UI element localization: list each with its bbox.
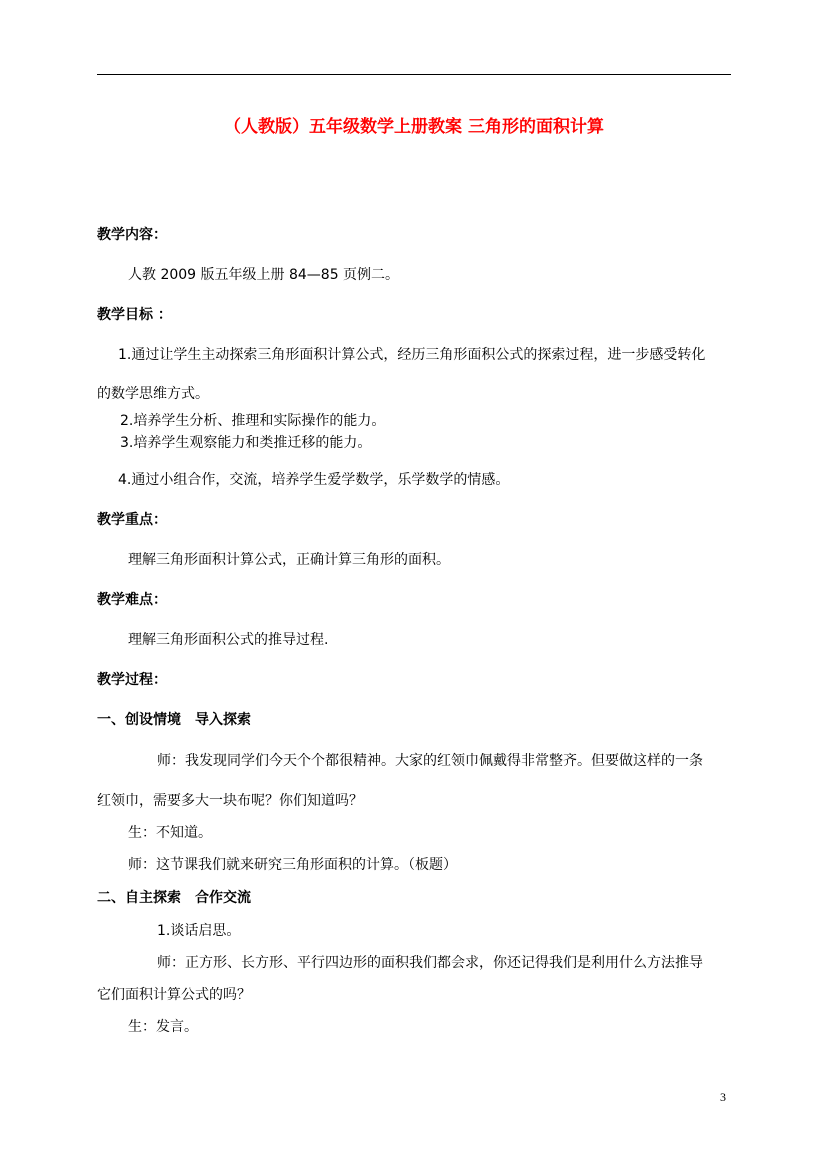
goal-1-line-2: 的数学思维方式。 <box>97 386 209 402</box>
goal-3: 3.培养学生观察能力和类推迁移的能力。 <box>120 435 372 451</box>
part-2-paragraph-1-line-2: 它们面积计算公式的吗？ <box>97 987 251 1003</box>
difficulty-text: 理解三角形面积公式的推导过程. <box>128 632 329 648</box>
part-2-paragraph-2: 生：发言。 <box>128 1019 198 1035</box>
part-1-paragraph-1-line-1: 师：我发现同学们今天个个都很精神。大家的红领巾佩戴得非常整齐。但要做这样的一条 <box>157 753 703 769</box>
goal-4: 4.通过小组合作，交流，培养学生爱学数学，乐学数学的情感。 <box>118 472 510 488</box>
document-title: （人教版）五年级数学上册教案 三角形的面积计算 <box>224 117 604 137</box>
goal-2: 2.培养学生分析、推理和实际操作的能力。 <box>120 413 386 429</box>
part-1-paragraph-3: 师：这节课我们就来研究三角形面积的计算。（板题） <box>128 857 457 873</box>
header-rule <box>97 74 731 75</box>
key-text: 理解三角形面积计算公式，正确计算三角形的面积。 <box>128 552 450 568</box>
difficulty-heading: 教学难点： <box>97 592 167 608</box>
page-number: 3 <box>720 1090 726 1104</box>
part-1-paragraph-1-line-2: 红领巾，需要多大一块布呢？你们知道吗？ <box>97 793 363 809</box>
goals-heading: 教学目标 ： <box>97 307 172 323</box>
part-1-paragraph-2: 生：不知道。 <box>128 825 212 841</box>
part-2-item-1: 1.谈话启思。 <box>157 923 241 939</box>
part-1-heading: 一、创设情境 导入探索 <box>97 712 251 728</box>
content-heading: 教学内容： <box>97 227 167 243</box>
goal-1-line-1: 1.通过让学生主动探索三角形面积计算公式，经历三角形面积公式的探索过程，进一步感受转化 <box>118 347 706 363</box>
part-2-paragraph-1-line-1: 师：正方形、长方形、平行四边形的面积我们都会求，你还记得我们是利用什么方法推导 <box>157 955 703 971</box>
process-heading: 教学过程： <box>97 672 167 688</box>
key-heading: 教学重点： <box>97 512 167 528</box>
content-text: 人教 2009 版五年级上册 84—85 页例二。 <box>128 267 400 283</box>
part-2-heading: 二、自主探索 合作交流 <box>97 890 251 906</box>
